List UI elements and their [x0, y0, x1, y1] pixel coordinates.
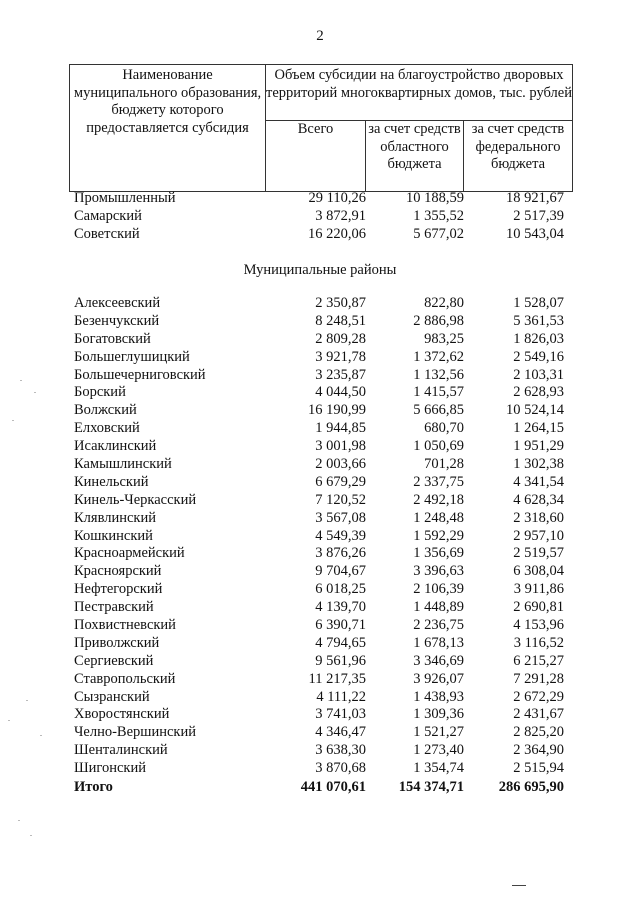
row-federal: 2 517,39 — [513, 207, 564, 224]
row-federal: 1 264,15 — [513, 420, 564, 437]
row-regional: 3 926,07 — [413, 670, 464, 687]
row-name: Большечерниговский — [74, 366, 206, 383]
row-total: 1 944,85 — [315, 420, 366, 437]
row-name: Красноярский — [74, 563, 162, 580]
table-row — [0, 742, 640, 760]
table-row — [0, 599, 640, 617]
row-name: Клявлинский — [74, 509, 156, 526]
table-row — [0, 420, 640, 438]
scan-speck — [40, 735, 42, 736]
row-regional: 1 415,57 — [413, 384, 464, 401]
row-regional: 1 309,36 — [413, 706, 464, 723]
scan-speck — [8, 720, 10, 721]
row-name: Елховский — [74, 420, 140, 437]
table-row — [0, 492, 640, 510]
row-federal: 3 116,52 — [513, 634, 564, 651]
row-federal: 2 690,81 — [513, 599, 564, 616]
row-name: Самарский — [74, 207, 142, 224]
scan-speck — [26, 700, 28, 701]
row-regional: 154 374,71 — [398, 779, 464, 795]
row-name: Хворостянский — [74, 706, 170, 723]
header-federal-column: за счет средств федерального бюджета — [464, 121, 573, 192]
row-federal: 1 528,07 — [513, 295, 564, 311]
row-regional: 5 677,02 — [413, 225, 464, 242]
table-row — [0, 671, 640, 689]
row-name: Ставропольский — [74, 670, 176, 687]
row-name: Похвистневский — [74, 617, 176, 634]
total-row — [0, 779, 640, 797]
row-name: Итого — [74, 779, 113, 795]
row-total: 2 003,66 — [315, 456, 366, 473]
table-row — [0, 635, 640, 653]
row-regional: 3 396,63 — [413, 563, 464, 580]
row-total: 3 876,26 — [315, 545, 366, 562]
row-federal: 2 957,10 — [513, 527, 564, 544]
row-federal: 1 826,03 — [513, 330, 564, 347]
table-row — [0, 653, 640, 671]
table-row — [0, 349, 640, 367]
row-name: Шенталинский — [74, 742, 168, 759]
table-row — [0, 208, 640, 226]
row-name: Камышлинский — [74, 456, 172, 473]
row-total: 6 018,25 — [315, 581, 366, 598]
row-federal: 7 291,28 — [513, 670, 564, 687]
row-total: 3 567,08 — [315, 509, 366, 526]
row-federal: 2 103,31 — [513, 366, 564, 383]
row-federal: 1 302,38 — [513, 456, 564, 473]
table-row — [0, 528, 640, 546]
row-total: 9 561,96 — [315, 652, 366, 669]
scan-speck — [34, 392, 36, 393]
row-total: 7 120,52 — [315, 491, 366, 508]
row-federal: 6 215,27 — [513, 652, 564, 669]
table-row — [0, 724, 640, 742]
row-regional: 1 372,62 — [413, 348, 464, 365]
table-row — [0, 295, 640, 313]
row-total: 16 190,99 — [308, 402, 366, 419]
table-row — [0, 313, 640, 331]
row-total: 6 679,29 — [315, 473, 366, 490]
row-total: 16 220,06 — [308, 225, 366, 242]
table-row — [0, 474, 640, 492]
row-name: Кинельский — [74, 473, 149, 490]
row-federal: 1 951,29 — [513, 438, 564, 455]
scan-speck — [20, 380, 22, 381]
row-federal: 10 543,04 — [506, 225, 564, 242]
row-regional: 1 592,29 — [413, 527, 464, 544]
row-name: Большеглушицкий — [74, 348, 190, 365]
row-regional: 2 492,18 — [413, 491, 464, 508]
table-row — [0, 706, 640, 724]
row-regional: 5 666,85 — [413, 402, 464, 419]
row-total: 11 217,35 — [308, 670, 366, 687]
row-name: Алексеевский — [74, 295, 161, 311]
row-federal: 2 364,90 — [513, 742, 564, 759]
row-total: 3 001,98 — [315, 438, 366, 455]
table-row — [0, 367, 640, 385]
row-federal: 2 431,67 — [513, 706, 564, 723]
row-regional: 1 273,40 — [413, 742, 464, 759]
table-row — [0, 456, 640, 474]
row-federal: 2 519,57 — [513, 545, 564, 562]
page-number: 2 — [316, 28, 324, 44]
table-row — [0, 438, 640, 456]
table-row — [0, 331, 640, 349]
row-total: 2 809,28 — [315, 330, 366, 347]
scan-speck — [12, 420, 14, 421]
row-total: 3 921,78 — [315, 348, 366, 365]
total-row-container — [0, 779, 640, 797]
row-regional: 10 188,59 — [406, 190, 464, 206]
row-name: Безенчукский — [74, 312, 160, 329]
row-name: Пестравский — [74, 599, 154, 616]
table-row — [0, 581, 640, 599]
table-row — [0, 226, 640, 244]
row-federal: 4 153,96 — [513, 617, 564, 634]
row-federal: 10 524,14 — [506, 402, 564, 419]
header-regional-column: за счет средств областного бюджета — [366, 121, 464, 192]
row-name: Исаклинский — [74, 438, 157, 455]
row-regional: 2 337,75 — [413, 473, 464, 490]
row-total: 441 070,61 — [300, 779, 366, 795]
row-federal: 2 515,94 — [513, 760, 564, 777]
row-total: 6 390,71 — [315, 617, 366, 634]
row-regional: 2 106,39 — [413, 581, 464, 598]
row-total: 4 044,50 — [315, 384, 366, 401]
table-header — [69, 64, 573, 192]
row-regional: 1 678,13 — [413, 634, 464, 651]
row-regional: 1 248,48 — [413, 509, 464, 526]
row-name: Шигонский — [74, 760, 146, 777]
row-name: Борский — [74, 384, 126, 401]
row-regional: 1 050,69 — [413, 438, 464, 455]
row-name: Нефтегорский — [74, 581, 163, 598]
row-name: Кинель-Черкасский — [74, 491, 197, 508]
row-regional: 1 521,27 — [413, 724, 464, 741]
row-federal: 286 695,90 — [498, 779, 564, 795]
row-total: 8 248,51 — [315, 312, 366, 329]
row-federal: 5 361,53 — [513, 312, 564, 329]
row-total: 4 139,70 — [315, 599, 366, 616]
row-total: 3 872,91 — [315, 207, 366, 224]
table-row — [0, 545, 640, 563]
header-total-column: Всего — [266, 121, 366, 192]
row-name: Волжский — [74, 402, 137, 419]
row-regional: 1 356,69 — [413, 545, 464, 562]
row-regional: 822,80 — [424, 295, 464, 311]
row-total: 2 350,87 — [315, 295, 366, 311]
row-regional: 3 346,69 — [413, 652, 464, 669]
row-federal: 6 308,04 — [513, 563, 564, 580]
section-title: Муниципальные районы — [243, 262, 397, 278]
header-name-column: Наименование муниципального образования, бюджету которого предоставляется субсидия — [70, 65, 266, 192]
row-regional: 983,25 — [424, 330, 464, 347]
table-row — [0, 617, 640, 635]
row-regional: 2 886,98 — [413, 312, 464, 329]
row-federal: 2 628,93 — [513, 384, 564, 401]
row-federal: 2 318,60 — [513, 509, 564, 526]
row-regional: 1 132,56 — [413, 366, 464, 383]
municipal-districts-list — [0, 295, 640, 778]
scan-speck — [512, 885, 526, 886]
row-name: Советский — [74, 225, 140, 242]
row-federal: 3 911,86 — [513, 581, 564, 598]
row-regional: 2 236,75 — [413, 617, 464, 634]
row-regional: 701,28 — [424, 456, 464, 473]
row-name: Промышленный — [74, 190, 176, 206]
row-name: Кошкинский — [74, 527, 153, 544]
row-total: 3 741,03 — [315, 706, 366, 723]
row-name: Приволжский — [74, 634, 160, 651]
table-row — [0, 689, 640, 707]
table-row — [0, 190, 640, 208]
row-total: 4 794,65 — [315, 634, 366, 651]
row-federal: 2 672,29 — [513, 688, 564, 705]
row-name: Красноармейский — [74, 545, 185, 562]
table-row — [0, 563, 640, 581]
row-name: Сызранский — [74, 688, 150, 705]
row-federal: 4 341,54 — [513, 473, 564, 490]
row-total: 9 704,67 — [315, 563, 366, 580]
row-federal: 2 825,20 — [513, 724, 564, 741]
row-name: Богатовский — [74, 330, 151, 347]
table-row — [0, 384, 640, 402]
table-row — [0, 402, 640, 420]
scan-speck — [18, 820, 20, 821]
row-total: 3 235,87 — [315, 366, 366, 383]
row-total: 4 111,22 — [316, 688, 366, 705]
row-regional: 680,70 — [424, 420, 464, 437]
row-federal: 2 549,16 — [513, 348, 564, 365]
row-regional: 1 355,52 — [413, 207, 464, 224]
row-name: Сергиевский — [74, 652, 154, 669]
table-row — [0, 510, 640, 528]
table-row — [0, 760, 640, 778]
row-regional: 1 438,93 — [413, 688, 464, 705]
row-total: 29 110,26 — [308, 190, 366, 206]
scan-speck — [30, 835, 32, 836]
row-regional: 1 354,74 — [413, 760, 464, 777]
row-regional: 1 448,89 — [413, 599, 464, 616]
row-total: 3 870,68 — [315, 760, 366, 777]
row-total: 4 346,47 — [315, 724, 366, 741]
row-total: 4 549,39 — [315, 527, 366, 544]
row-total: 3 638,30 — [315, 742, 366, 759]
row-federal: 4 628,34 — [513, 491, 564, 508]
header-group-title: Объем субсидии на благоустройство дворовых территорий многоквартирных домов, тыс. рублей — [266, 65, 573, 121]
row-name: Челно-Вершинский — [74, 724, 196, 741]
row-federal: 18 921,67 — [506, 190, 564, 206]
city-districts-list — [0, 190, 640, 244]
